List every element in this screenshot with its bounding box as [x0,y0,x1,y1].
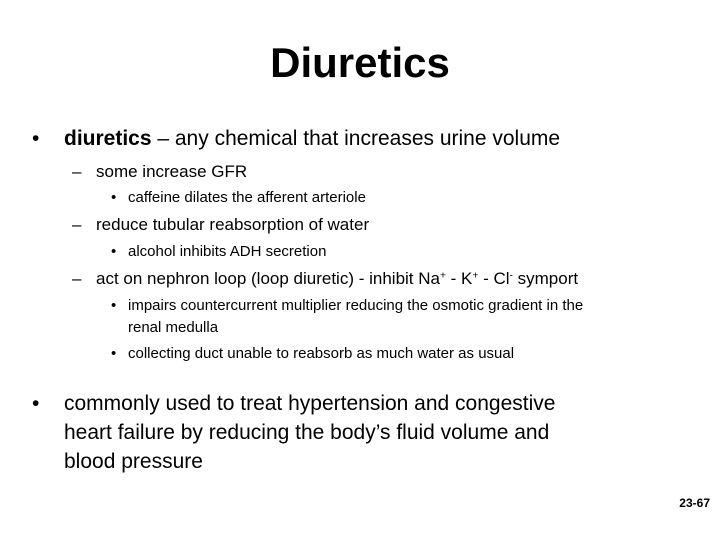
chloride-charge: - [509,270,513,282]
bullet-point-2: • [32,392,40,415]
point2-line-3: blood pressure [64,450,203,473]
point2-line-1: commonly used to treat hypertension and congestive [64,392,556,415]
detail-1-1: caffeine dilates the afferent arteriole [128,189,366,206]
detail-3-1: impairs countercurrent multiplier reducing the osmotic gradient in the [128,297,584,314]
sub-item-3-part: act on nephron loop (loop diuretic) - inhibit Na [96,269,440,288]
sub-item-3-part: - K [445,269,473,288]
sodium-charge: + [439,270,446,282]
sub-item-3 [96,268,578,289]
sub-bullet-1: • [111,189,117,206]
point1-line [64,126,560,151]
detail-3-2: collecting duct unable to reabsorb as much water as usual [128,345,515,362]
point1-definition: – any chemical that increases urine volume [151,127,561,150]
sub-bullet-4: • [111,345,117,362]
bullet-point-1: • [32,127,40,150]
dash-2: – [72,215,82,234]
slide-title: Diuretics [270,39,450,86]
sub-bullet-3: • [111,297,117,314]
sub-item-3-part: - Cl [478,269,510,288]
point2-line-2: heart failure by reducing the body’s fluid volume and [64,421,550,444]
detail-2-1: alcohol inhibits ADH secretion [128,243,327,260]
slide-number: 23-67 [679,496,710,510]
point1-term: diuretics [64,127,152,150]
potassium-charge: + [472,270,479,282]
dash-1: – [72,162,82,181]
detail-3-1-cont: renal medulla [128,319,219,336]
sub-item-1: some increase GFR [96,162,248,181]
sub-bullet-2: • [111,243,117,260]
dash-3: – [72,269,82,288]
sub-item-2: reduce tubular reabsorption of water [96,215,370,234]
sub-item-3-part: symport [512,269,579,288]
